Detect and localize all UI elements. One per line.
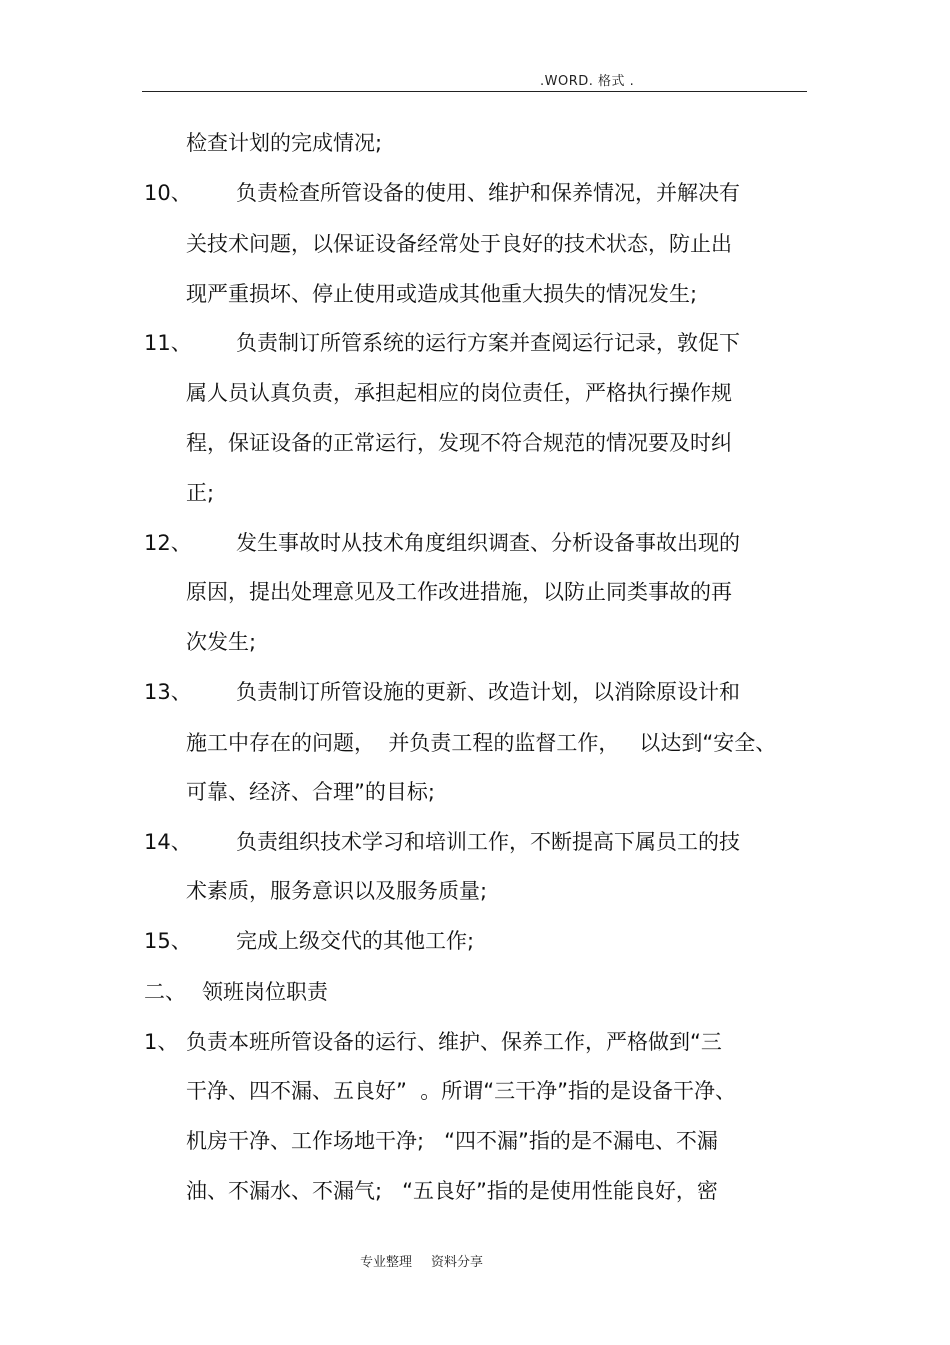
footer-left-text: 专业整理	[360, 1255, 413, 1270]
body-line: 负责制订所管设施的更新、改造计划，以消除原设计和	[236, 680, 740, 704]
item-number: 1、	[144, 1030, 179, 1054]
item-number: 14、	[144, 830, 192, 854]
body-line: 次发生;	[186, 630, 257, 654]
footer-right-text: 资料分享	[431, 1255, 484, 1270]
body-line: 检查计划的完成情况;	[186, 131, 383, 155]
body-line: 属人员认真负责，承担起相应的岗位责任，严格执行操作规	[186, 381, 732, 405]
body-line: 干净、四不漏、五良好” 。所谓“三干净”指的是设备干净、	[186, 1079, 736, 1103]
body-line: 油、不漏水、不漏气; “五良好”指的是使用性能良好，密	[186, 1179, 718, 1203]
body-line: 术素质，服务意识以及服务质量;	[186, 879, 488, 903]
body-line: 发生事故时从技术角度组织调查、分析设备事故出现的	[236, 531, 740, 555]
body-line: 负责组织技术学习和培训工作，不断提高下属员工的技	[236, 830, 740, 854]
body-line: 负责本班所管设备的运行、维护、保养工作，严格做到“三	[186, 1030, 722, 1054]
item-number: 13、	[144, 680, 192, 704]
body-line: 施工中存在的问题， 并负责工程的监督工作， 以达到“安全、	[186, 731, 777, 755]
body-line: 负责制订所管系统的运行方案并查阅运行记录，敦促下	[236, 331, 740, 355]
item-number: 15、	[144, 929, 192, 953]
item-number: 11、	[144, 331, 192, 355]
body-line: 原因，提出处理意见及工作改进措施，以防止同类事故的再	[186, 580, 732, 604]
body-line: 负责检查所管设备的使用、维护和保养情况，并解决有	[236, 181, 740, 205]
body-line: 可靠、经济、合理”的目标;	[186, 780, 435, 804]
item-number: 12、	[144, 531, 192, 555]
header-text: .WORD. 格式 .	[540, 74, 635, 89]
body-line: 正;	[186, 481, 215, 505]
body-line: 程，保证设备的正常运行，发现不符合规范的情况要及时纠	[186, 431, 732, 455]
body-line: 完成上级交代的其他工作;	[236, 929, 475, 953]
header-rule	[142, 91, 807, 92]
section-number: 二、	[144, 980, 186, 1004]
item-number: 10、	[144, 181, 192, 205]
section-title: 领班岗位职责	[202, 980, 328, 1004]
body-line: 现严重损坏、停止使用或造成其他重大损失的情况发生;	[186, 282, 698, 306]
body-line: 关技术问题，以保证设备经常处于良好的技术状态，防止出	[186, 232, 732, 256]
body-line: 机房干净、工作场地干净; “四不漏”指的是不漏电、不漏	[186, 1129, 718, 1153]
